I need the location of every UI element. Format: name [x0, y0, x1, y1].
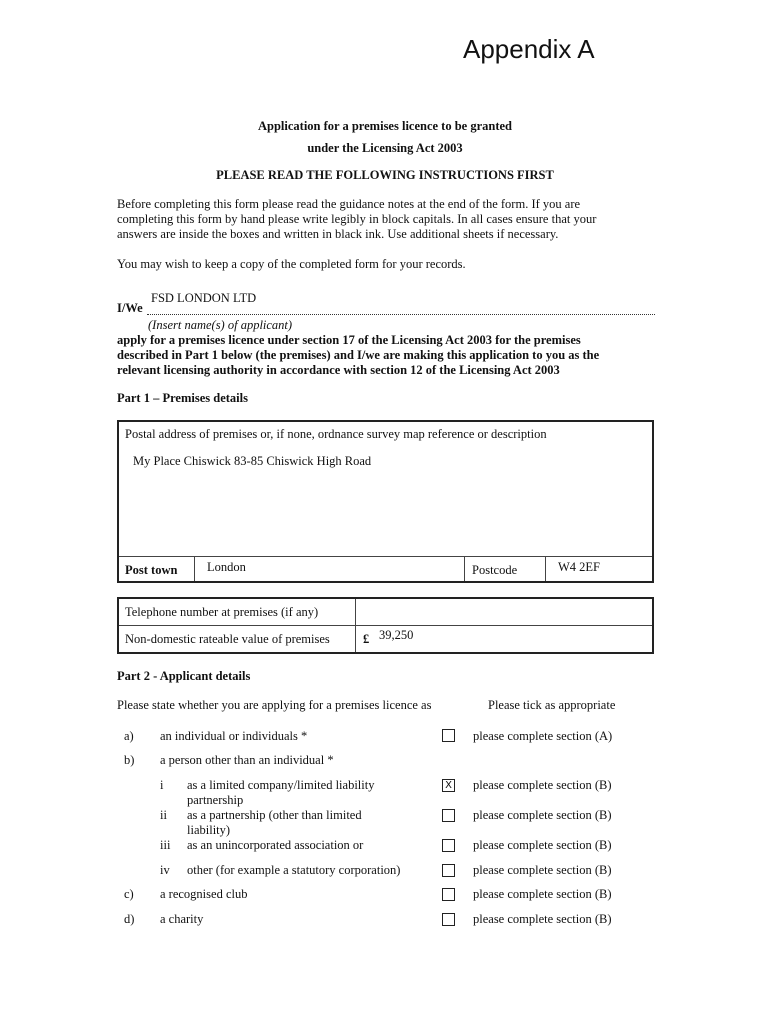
instructions-line: Before completing this form please read the guidance notes at the end of the form. If you are [117, 197, 581, 211]
form-title-line1: Application for a premises licence to be granted [257, 119, 513, 133]
option-unincorporated-label: as an unincorporated association or [187, 838, 364, 852]
option-note: please complete section (B) [473, 863, 612, 877]
option-limited-company-label [187, 778, 374, 808]
checkbox-partnership[interactable] [442, 809, 455, 822]
post-town-divider [119, 556, 652, 557]
premises-address-box [117, 420, 654, 583]
option-numeral: iv [160, 863, 170, 877]
tick-hint: Please tick as appropriate [488, 698, 616, 712]
statement-line: relevant licensing authority in accordance with section 12 of the Licensing Act 2003 [117, 363, 560, 377]
rateable-value-field[interactable]: 39,250 [379, 628, 414, 642]
option-note: please complete section (B) [473, 778, 612, 792]
form-title-line2: under the Licensing Act 2003 [307, 141, 463, 155]
post-town-label: Post town [125, 563, 178, 577]
applicant-label: I/We [117, 301, 143, 315]
option-individual-label: an individual or individuals * [160, 729, 308, 743]
option-note: please complete section (B) [473, 838, 612, 852]
checkbox-club[interactable] [442, 888, 455, 901]
address-field[interactable]: My Place Chiswick 83-85 Chiswick High Road [133, 454, 372, 468]
option-club-label: a recognised club [160, 887, 248, 901]
statement-line: apply for a premises licence under section 17 of the Licensing Act 2003 for the premises [117, 333, 581, 347]
option-letter: d) [124, 912, 135, 926]
records-note: You may wish to keep a copy of the completed form for your records. [117, 257, 466, 271]
post-town-field[interactable]: London [207, 560, 246, 574]
option-note: please complete section (B) [473, 912, 612, 926]
premises-contact-box [117, 597, 654, 654]
instructions-heading: PLEASE READ THE FOLLOWING INSTRUCTIONS FIRST [216, 168, 554, 182]
option-note: please complete section (B) [473, 887, 612, 901]
address-label: Postal address of premises or, if none, ordnance survey map reference or description [125, 427, 547, 441]
option-numeral: iii [160, 838, 171, 852]
postcode-field[interactable]: W4 2EF [558, 560, 601, 574]
instructions-paragraph [117, 197, 657, 242]
contact-separator [355, 599, 356, 652]
checkbox-other[interactable] [442, 864, 455, 877]
option-note: please complete section (A) [473, 729, 613, 743]
post-town-separator [194, 556, 195, 581]
option-other-label: other (for example a statutory corporation) [187, 863, 401, 877]
instructions-line: completing this form by hand please write legibly in block capitals. In all cases ensure that your [117, 212, 597, 226]
currency-symbol: £ [363, 632, 370, 646]
rateable-value-label: Non-domestic rateable value of premises [125, 632, 330, 646]
option-partnership-label [187, 808, 362, 838]
option-text-line: partnership [187, 793, 244, 807]
option-text-line: liability) [187, 823, 231, 837]
applicant-name-underline [147, 314, 655, 315]
checkbox-charity[interactable] [442, 913, 455, 926]
option-letter: a) [124, 729, 134, 743]
contact-divider [119, 625, 652, 626]
option-numeral: i [160, 778, 164, 792]
option-note: please complete section (B) [473, 808, 612, 822]
applicant-statement [117, 333, 677, 378]
option-text-line: as a partnership (other than limited [187, 808, 362, 822]
applicant-name-hint: (Insert name(s) of applicant) [148, 318, 293, 332]
option-text-line: as a limited company/limited liability [187, 778, 375, 792]
statement-line: described in Part 1 below (the premises) and I/we are making this application to you as the [117, 348, 600, 362]
appendix-heading: Appendix A [463, 34, 595, 64]
checkbox-unincorporated[interactable] [442, 839, 455, 852]
postcode-separator-right [545, 556, 546, 581]
postcode-separator-left [464, 556, 465, 581]
applicant-name-field[interactable]: FSD LONDON LTD [151, 291, 257, 305]
option-letter: c) [124, 887, 134, 901]
applicant-type-question: Please state whether you are applying for a premises licence as [117, 698, 432, 712]
telephone-label: Telephone number at premises (if any) [125, 605, 319, 619]
checkbox-individual[interactable] [442, 729, 455, 742]
option-numeral: ii [160, 808, 167, 822]
option-charity-label: a charity [160, 912, 204, 926]
instructions-line: answers are inside the boxes and written in black ink. Use additional sheets if necessary. [117, 227, 559, 241]
checkbox-limited-company[interactable]: X [442, 779, 455, 792]
option-letter: b) [124, 753, 135, 767]
part1-heading: Part 1 – Premises details [117, 391, 248, 405]
part2-heading: Part 2 - Applicant details [117, 669, 251, 683]
postcode-label: Postcode [472, 563, 518, 577]
option-non-individual-label: a person other than an individual * [160, 753, 334, 767]
